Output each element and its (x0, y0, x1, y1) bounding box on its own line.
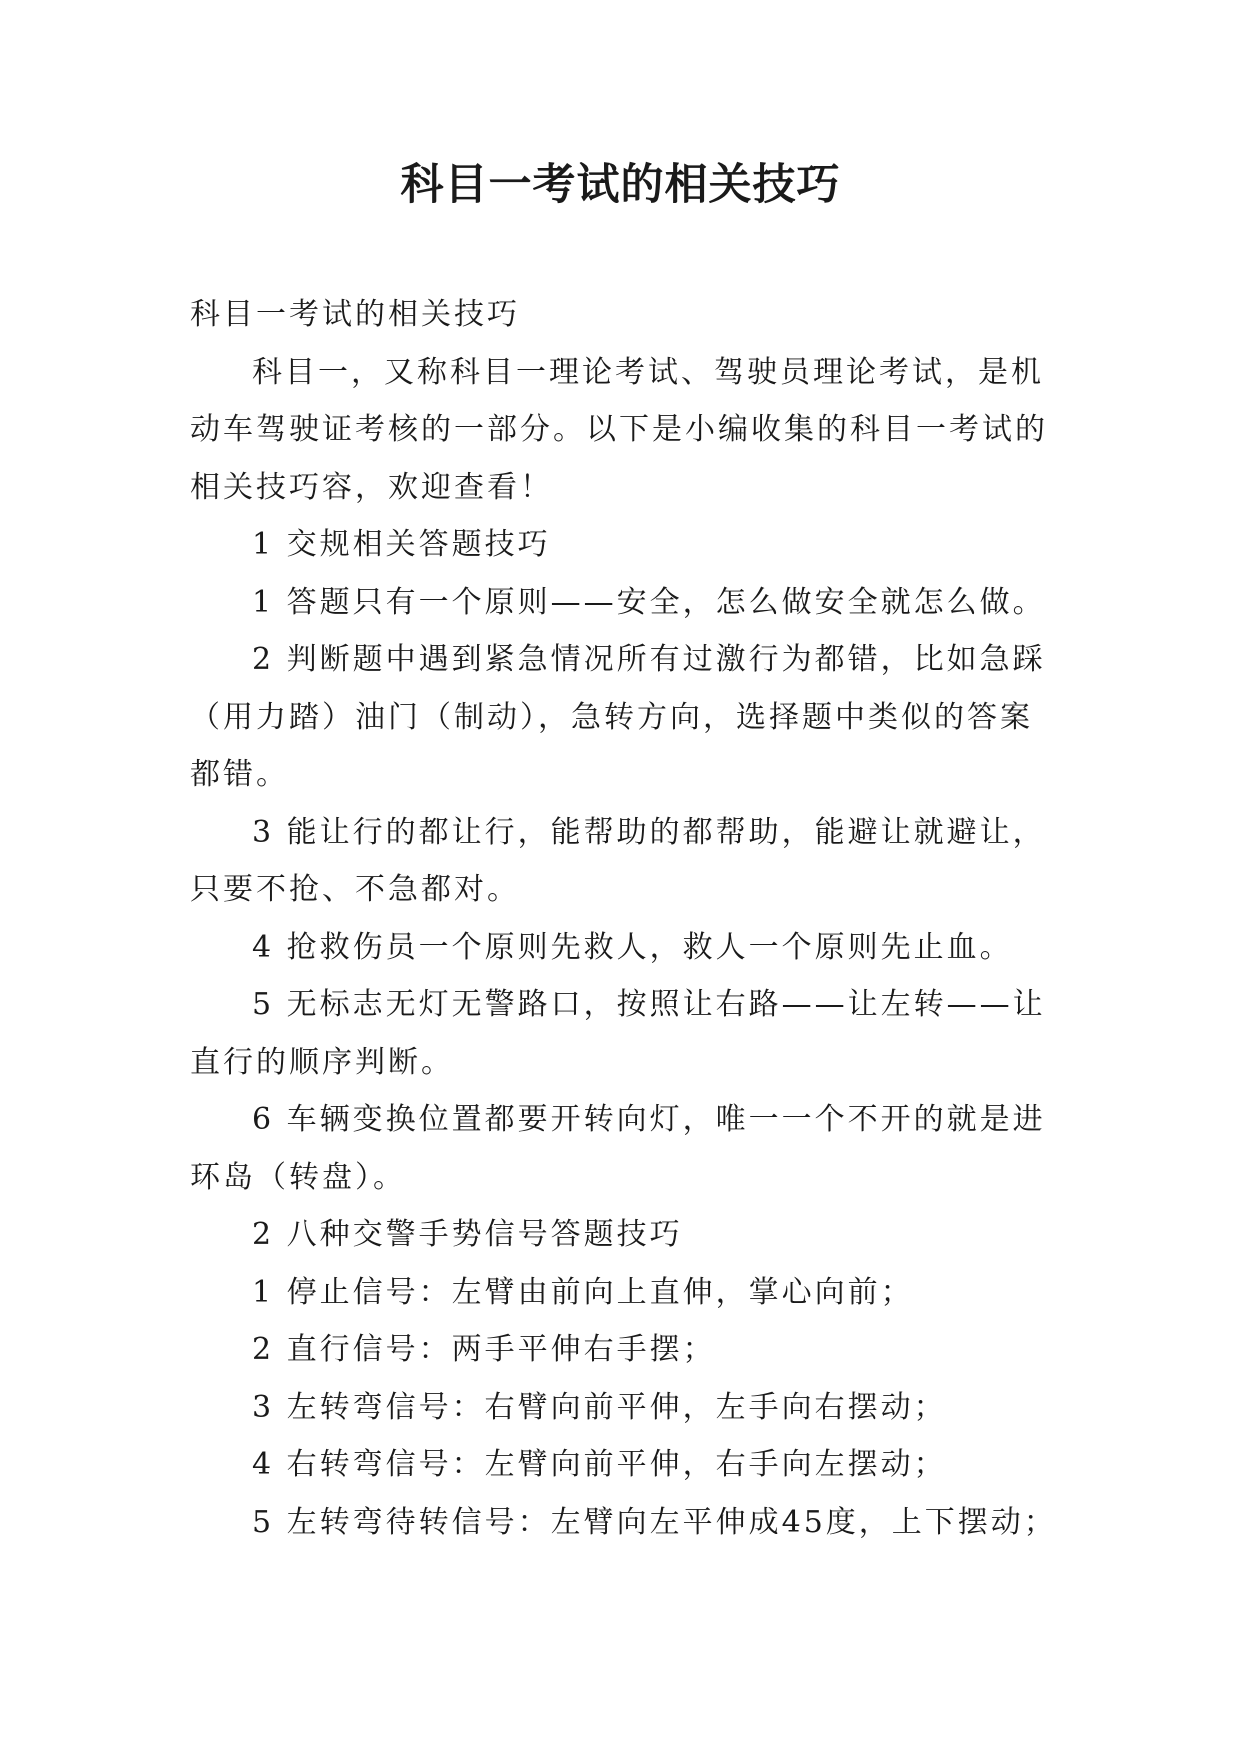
section-heading-police-signals: 2 八种交警手势信号答题技巧 (252, 1217, 683, 1252)
police-signal-item: 3 左转弯信号：右臂向前平伸，左手向右摆动； (252, 1389, 947, 1425)
section-heading-traffic-rules: 1 交规相关答题技巧 (252, 527, 551, 562)
police-signal-item: 2 直行信号：两手平伸右手摆； (252, 1332, 716, 1367)
intro-paragraph: 科目一，又称科目一理论考试、驾驶员理论考试，是机动车驾驶证考核的一部分。以下是小编收集的科目一考试的相关技巧容，欢迎查看！ (190, 354, 1048, 505)
police-signal-item: 4 右转弯信号：左臂向前平伸，右手向左摆动； (252, 1447, 947, 1482)
traffic-rule-item: 6 车辆变换位置都要开转向灯，唯一一个不开的就是进环岛（转盘）。 (190, 1102, 1046, 1195)
traffic-rule-item: 1 答题只有一个原则——安全，怎么做安全就怎么做。 (252, 584, 1046, 620)
traffic-rule-item: 3 能让行的都让行，能帮助的都帮助，能避让就避让，只要不抢、不急都对。 (190, 814, 1046, 907)
police-signal-item: 5 左转弯待转信号：左臂向左平伸成45度，上下摆动； (252, 1504, 1057, 1540)
traffic-rule-item: 4 抢救伤员一个原则先救人，救人一个原则先止血。 (252, 929, 1013, 965)
document-body (190, 286, 1060, 1551)
document-title: 科目一考试的相关技巧 (400, 160, 841, 210)
traffic-rule-item: 2 判断题中遇到紧急情况所有过激行为都错，比如急踩（用力踏）油门（制动），急转方向，选择题中类似的答案都错。 (190, 642, 1046, 792)
document-subtitle: 科目一考试的相关技巧 (190, 297, 520, 332)
traffic-rule-item: 5 无标志无灯无警路口，按照让右路——让左转——让直行的顺序判断。 (190, 987, 1046, 1080)
police-signal-item: 1 停止信号：左臂由前向上直伸，掌心向前； (252, 1274, 914, 1310)
